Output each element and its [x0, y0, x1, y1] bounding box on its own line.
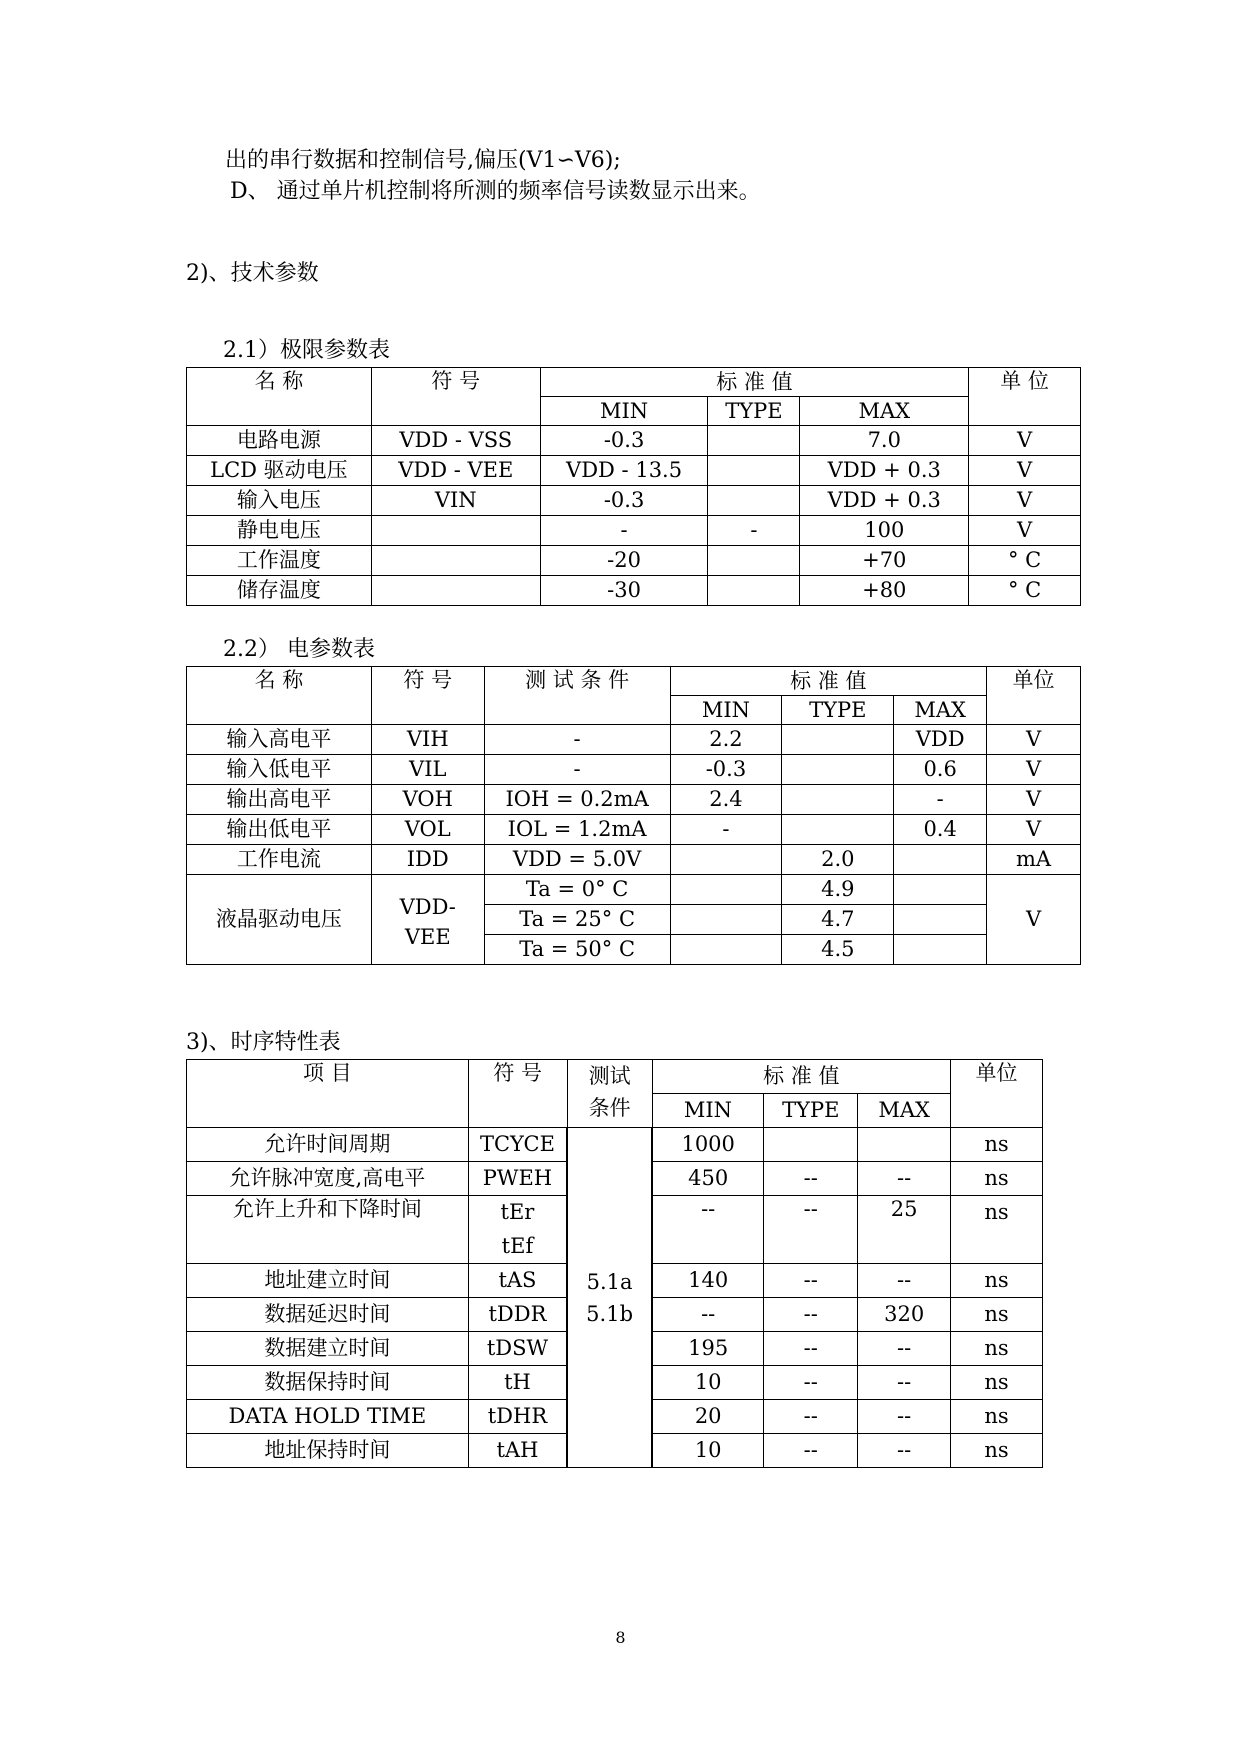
cell: 0.4	[894, 815, 987, 845]
cell: 140	[652, 1264, 764, 1298]
cell: VDD + 0.3	[800, 486, 969, 516]
cell: ns	[951, 1400, 1043, 1434]
cell: 输出高电平	[187, 785, 372, 815]
condition-5-1b: 5.1b	[586, 1301, 634, 1326]
cell: --	[764, 1400, 858, 1434]
cell	[708, 546, 800, 576]
cell: VIH	[371, 725, 484, 755]
cell: --	[652, 1298, 764, 1332]
cell: --	[764, 1196, 858, 1264]
cell: -	[540, 516, 708, 546]
cell: +80	[800, 576, 969, 606]
cell: 20	[652, 1400, 764, 1434]
cell: VIN	[371, 486, 540, 516]
cell	[782, 755, 894, 785]
cell: Ta = 0° C	[484, 875, 670, 905]
limit-parameters-table	[186, 367, 1081, 606]
cell: +70	[800, 546, 969, 576]
cell: ns	[951, 1196, 1043, 1230]
header-test-condition-line2: 条件	[588, 1096, 631, 1120]
header-standard-value: 标 准 值	[670, 667, 987, 696]
cell: VDD = 5.0V	[484, 845, 670, 875]
page-number: 8	[615, 1628, 626, 1647]
cell: 4.7	[782, 905, 894, 935]
cell: 允许时间周期	[187, 1128, 469, 1162]
cell: --	[764, 1298, 858, 1332]
cell: --	[858, 1332, 951, 1366]
cell: tDSW	[468, 1332, 567, 1366]
cell: -0.3	[540, 426, 708, 456]
cell: mA	[987, 845, 1081, 875]
cell: --	[764, 1366, 858, 1400]
cell: 工作温度	[187, 546, 372, 576]
cell	[858, 1128, 951, 1162]
cell: 10	[652, 1434, 764, 1468]
condition-5-1a: 5.1a	[586, 1269, 633, 1294]
header-name: 名 称	[187, 667, 372, 725]
cell: tDHR	[468, 1400, 567, 1434]
cell: 储存温度	[187, 576, 372, 606]
cell: ° C	[969, 546, 1081, 576]
header-symbol: 符 号	[371, 368, 540, 426]
header-type: TYPE	[764, 1094, 858, 1128]
header-item: 项 目	[187, 1060, 469, 1128]
cell: 工作电流	[187, 845, 372, 875]
cell: VDD	[894, 725, 987, 755]
cell: 10	[652, 1366, 764, 1400]
header-name: 名 称	[187, 368, 372, 426]
header-test-condition: 测 试 条 件	[484, 667, 670, 725]
cell	[894, 935, 987, 965]
table2-caption: 2.2） 电参数表	[223, 637, 375, 662]
cell: tAS	[468, 1264, 567, 1298]
cell: --	[858, 1264, 951, 1298]
cell: 100	[800, 516, 969, 546]
cell: VDD - VEE	[371, 456, 540, 486]
section-2-title: 2)、技术参数	[186, 261, 319, 286]
cell: ° C	[969, 576, 1081, 606]
cell: 允许上升和下降时间	[187, 1196, 469, 1264]
cell: -	[484, 725, 670, 755]
cell: 195	[652, 1332, 764, 1366]
cell: ns	[951, 1162, 1043, 1196]
cell: ns	[951, 1264, 1043, 1298]
header-type: TYPE	[708, 397, 800, 426]
cell	[894, 875, 987, 905]
cell: tDDR	[468, 1298, 567, 1332]
cell	[371, 516, 540, 546]
cell: -0.3	[670, 755, 782, 785]
cell: --	[764, 1264, 858, 1298]
cell: VIL	[371, 755, 484, 785]
header-standard-value: 标 准 值	[540, 368, 969, 397]
cell	[782, 815, 894, 845]
cell: -	[894, 785, 987, 815]
cell: 数据建立时间	[187, 1332, 469, 1366]
table-row	[187, 785, 1081, 815]
cell: --	[764, 1162, 858, 1196]
cell: VDD - VSS	[371, 426, 540, 456]
timing-characteristics-table	[186, 1059, 1043, 1468]
cell: IOH = 0.2mA	[484, 785, 670, 815]
cell: -20	[540, 546, 708, 576]
table-row	[187, 516, 1081, 546]
cell: 4.9	[782, 875, 894, 905]
table-row	[187, 815, 1081, 845]
header-standard-value: 标 准 值	[652, 1060, 951, 1094]
cell: V	[969, 426, 1081, 456]
header-max: MAX	[858, 1094, 951, 1128]
section-3-title: 3)、时序特性表	[186, 1030, 341, 1055]
lcd-unit: V	[987, 875, 1081, 965]
cell	[670, 935, 782, 965]
cell: 静电电压	[187, 516, 372, 546]
header-unit: 单位	[951, 1060, 1043, 1128]
cell: V	[969, 516, 1081, 546]
cell: 2.4	[670, 785, 782, 815]
cell: ns	[951, 1332, 1043, 1366]
cell: Ta = 50° C	[484, 935, 670, 965]
cell	[708, 576, 800, 606]
table1-caption: 2.1）极限参数表	[223, 338, 390, 363]
cell: ns	[951, 1434, 1043, 1468]
cell: 输入低电平	[187, 755, 372, 785]
cell	[670, 845, 782, 875]
cell: 数据延迟时间	[187, 1298, 469, 1332]
cell: V	[987, 725, 1081, 755]
intro-line-2: D、 通过单片机控制将所测的频率信号读数显示出来。	[230, 179, 761, 204]
cell	[670, 905, 782, 935]
cell	[371, 576, 540, 606]
test-condition-cell	[567, 1128, 652, 1468]
cell: V	[987, 755, 1081, 785]
cell: 320	[858, 1298, 951, 1332]
cell: V	[969, 456, 1081, 486]
cell: --	[858, 1434, 951, 1468]
table-row	[187, 486, 1081, 516]
table-row	[187, 875, 1081, 905]
header-test-condition-line1: 测试	[588, 1064, 631, 1088]
cell: 4.5	[782, 935, 894, 965]
table-row	[187, 426, 1081, 456]
cell: -	[708, 516, 800, 546]
header-max: MAX	[894, 696, 987, 725]
cell: 输入电压	[187, 486, 372, 516]
cell: -	[484, 755, 670, 785]
cell: 450	[652, 1162, 764, 1196]
table-row	[187, 845, 1081, 875]
table-row	[187, 546, 1081, 576]
cell: VDD - 13.5	[540, 456, 708, 486]
cell: TCYCE	[468, 1128, 567, 1162]
header-test-condition	[567, 1060, 652, 1128]
cell: VDD + 0.3	[800, 456, 969, 486]
cell: VOL	[371, 815, 484, 845]
header-symbol: 符 号	[371, 667, 484, 725]
lcd-symbol-line1: VDD-	[399, 894, 456, 919]
table-row	[187, 725, 1081, 755]
cell: ns	[951, 1366, 1043, 1400]
header-min: MIN	[652, 1094, 764, 1128]
cell: V	[969, 486, 1081, 516]
cell	[782, 725, 894, 755]
header-unit: 单位	[987, 667, 1081, 725]
cell	[670, 875, 782, 905]
cell: ns	[951, 1298, 1043, 1332]
table-row	[187, 576, 1081, 606]
cell: --	[764, 1434, 858, 1468]
cell: PWEH	[468, 1162, 567, 1196]
cell: --	[858, 1162, 951, 1196]
lcd-symbol	[371, 875, 484, 965]
lcd-drive-voltage-name: 液晶驱动电压	[187, 875, 372, 965]
cell: VOH	[371, 785, 484, 815]
table-row	[187, 755, 1081, 785]
cell: LCD 驱动电压	[187, 456, 372, 486]
cell: -0.3	[540, 486, 708, 516]
cell	[371, 546, 540, 576]
cell: --	[858, 1366, 951, 1400]
cell: -	[670, 815, 782, 845]
cell: 输出低电平	[187, 815, 372, 845]
header-min: MIN	[540, 397, 708, 426]
header-min: MIN	[670, 696, 782, 725]
header-symbol: 符 号	[468, 1060, 567, 1128]
header-max: MAX	[800, 397, 969, 426]
cell: Ta = 25° C	[484, 905, 670, 935]
cell: 0.6	[894, 755, 987, 785]
cell: --	[764, 1332, 858, 1366]
cell: --	[858, 1400, 951, 1434]
cell	[708, 426, 800, 456]
lcd-symbol-line2: VEE	[404, 924, 451, 949]
cell: ns	[951, 1128, 1043, 1162]
cell: tEf	[468, 1230, 567, 1264]
cell: IDD	[371, 845, 484, 875]
cell: 地址建立时间	[187, 1264, 469, 1298]
cell: 2.0	[782, 845, 894, 875]
table-row	[187, 1128, 1043, 1162]
cell	[894, 905, 987, 935]
cell	[894, 845, 987, 875]
cell: IOL = 1.2mA	[484, 815, 670, 845]
cell: 允许脉冲宽度,高电平	[187, 1162, 469, 1196]
cell: tH	[468, 1366, 567, 1400]
cell: 电路电源	[187, 426, 372, 456]
header-unit: 单 位	[969, 368, 1081, 426]
cell: 地址保持时间	[187, 1434, 469, 1468]
cell: 输入高电平	[187, 725, 372, 755]
cell	[782, 785, 894, 815]
cell: 25	[858, 1196, 951, 1264]
cell: DATA HOLD TIME	[187, 1400, 469, 1434]
cell	[764, 1128, 858, 1162]
cell: --	[652, 1196, 764, 1264]
header-type: TYPE	[782, 696, 894, 725]
cell: tEr	[468, 1196, 567, 1230]
cell: V	[987, 785, 1081, 815]
cell: tAH	[468, 1434, 567, 1468]
intro-line-1: 出的串行数据和控制信号,偏压(V1∽V6);	[225, 148, 621, 173]
cell	[708, 456, 800, 486]
cell: -30	[540, 576, 708, 606]
electrical-parameters-table	[186, 666, 1081, 965]
cell: 1000	[652, 1128, 764, 1162]
cell: V	[987, 815, 1081, 845]
cell: 2.2	[670, 725, 782, 755]
cell: 7.0	[800, 426, 969, 456]
cell	[708, 486, 800, 516]
cell: 数据保持时间	[187, 1366, 469, 1400]
cell	[951, 1230, 1043, 1264]
table-row	[187, 456, 1081, 486]
